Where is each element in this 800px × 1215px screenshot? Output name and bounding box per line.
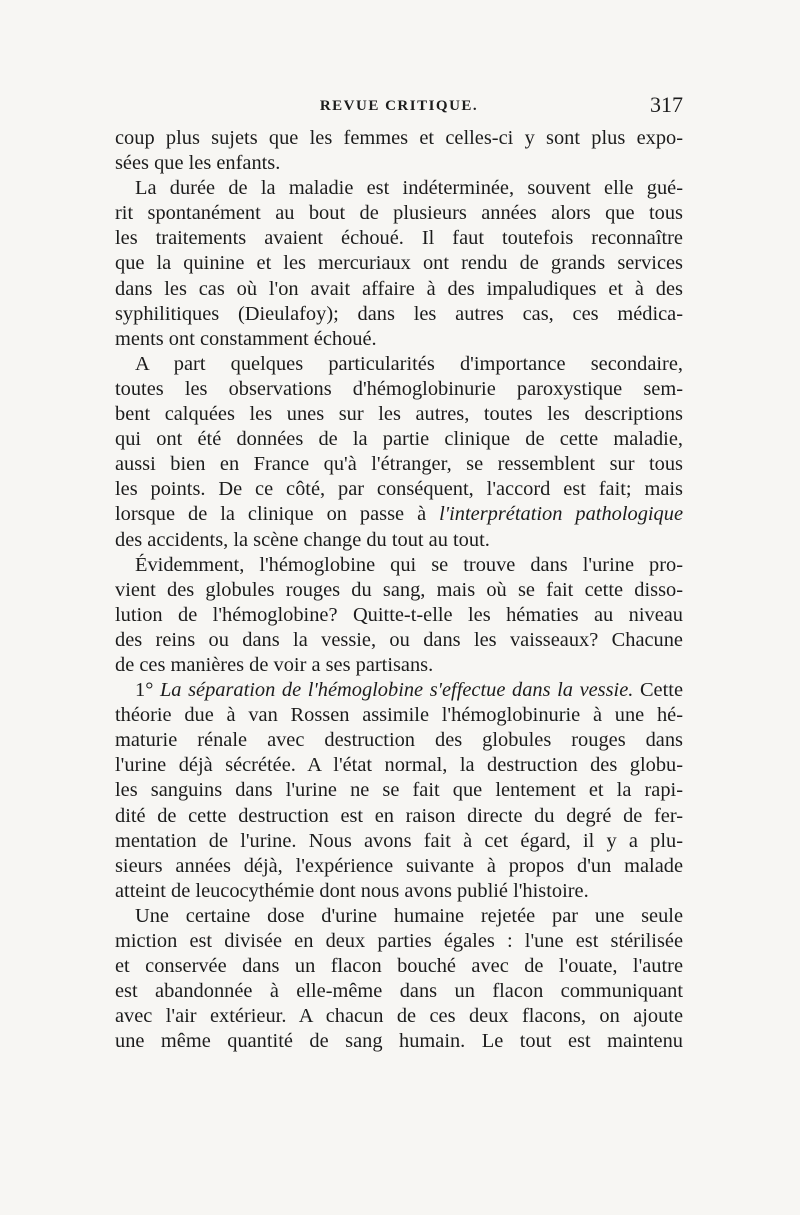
text-line [115, 427, 683, 452]
text-run: dans les cas où l'on avait affaire à des impaludiques et à des [115, 277, 683, 300]
text-run: et conservée dans un flacon bouché avec de l'ouate, l'autre [115, 955, 683, 978]
italic-text: l'interprétation pathologique [439, 503, 683, 526]
text-line [115, 1004, 683, 1029]
text-line [115, 251, 683, 276]
text-run: vient des globules rouges du sang, mais où se fait cette disso- [115, 578, 683, 601]
text-run: les points. De ce côté, par conséquent, l'accord est fait; mais [115, 478, 683, 501]
text-run: Évidemment, l'hémoglobine qui se trouve dans l'urine pro- [135, 553, 683, 576]
text-run: syphilitiques (Dieulafoy); dans les autres cas, ces médica- [115, 302, 683, 325]
text-line [115, 277, 683, 302]
text-run: Une certaine dose d'urine humaine rejetée par une seule [135, 904, 683, 927]
text-line [115, 176, 683, 201]
text-run: est abandonnée à elle-même dans un flacon communiquant [115, 980, 683, 1003]
text-line [115, 778, 683, 803]
text-run: coup plus sujets que les femmes et celles-ci y sont plus expo- [115, 127, 683, 149]
text-run: aussi bien en France qu'à l'étranger, se ressemblent sur tous [115, 453, 683, 476]
text-line [115, 628, 683, 653]
text-run: bent calquées les unes sur les autres, toutes les descriptions [115, 403, 683, 426]
text-run: des accidents, la scène change du tout au tout. [115, 528, 490, 551]
page-header [115, 92, 683, 122]
text-run: sieurs années déjà, l'expérience suivante à propos d'un malade [115, 854, 683, 877]
text-line [115, 1029, 683, 1054]
text-run: A part quelques particularités d'importance secondaire, [135, 352, 683, 375]
text-line [115, 929, 683, 954]
text-line [115, 201, 683, 226]
text-run: les traitements avaient échoué. Il faut toutefois reconnaître [115, 227, 683, 250]
text-run: atteint de leucocythémie dont nous avons publié l'histoire. [115, 879, 589, 902]
text-line [115, 502, 683, 527]
text-line [115, 151, 683, 176]
text-run: une même quantité de sang humain. Le tout est maintenu [115, 1030, 683, 1053]
text-run: La durée de la maladie est indéterminée, souvent elle gué- [135, 177, 683, 200]
text-line [115, 477, 683, 502]
page-number: 317 [650, 92, 683, 117]
text-run: Cette [633, 679, 683, 702]
text-line [115, 528, 683, 553]
text-run: lution de l'hémoglobine? Quitte-t-elle les hématies au niveau [115, 603, 683, 626]
text-line [115, 854, 683, 879]
text-line [115, 653, 683, 678]
text-run: des reins ou dans la vessie, ou dans les vaisseaux? Chacune [115, 628, 683, 651]
text-line [115, 327, 683, 352]
text-line [115, 126, 683, 151]
text-line [115, 377, 683, 402]
text-line [115, 753, 683, 778]
text-run: sées que les enfants. [115, 152, 281, 175]
text-line [115, 226, 683, 251]
text-run: avec l'air extérieur. A chacun de ces deux flacons, on ajoute [115, 1005, 683, 1028]
text-line [115, 829, 683, 854]
text-line [115, 452, 683, 477]
text-line [115, 804, 683, 829]
text-line [115, 703, 683, 728]
text-line [115, 678, 683, 703]
body-text [115, 126, 683, 1054]
text-run: que la quinine et les mercuriaux ont rendu de grands services [115, 252, 683, 275]
text-line [115, 979, 683, 1004]
text-line [115, 603, 683, 628]
text-run: maturie rénale avec destruction des globules rouges dans [115, 729, 683, 752]
text-line [115, 578, 683, 603]
text-run: 1° [135, 679, 160, 702]
text-run: toutes les observations d'hémoglobinurie paroxystique sem- [115, 377, 683, 400]
text-run: rit spontanément au bout de plusieurs années alors que tous [115, 202, 683, 225]
text-run: ments ont constamment échoué. [115, 327, 377, 350]
text-line [115, 879, 683, 904]
text-run: lorsque de la clinique on passe à [115, 503, 440, 526]
text-run: miction est divisée en deux parties égales : l'une est stérilisée [115, 930, 683, 952]
text-line [115, 402, 683, 427]
text-line [115, 954, 683, 979]
text-run: de ces manières de voir a ses partisans. [115, 653, 434, 676]
running-title: REVUE CRITIQUE. [319, 98, 479, 114]
italic-text: La séparation de l'hémoglobine s'effectue dans la vessie. [159, 679, 634, 702]
text-run: l'urine déjà sécrétée. A l'état normal, la destruction des globu- [115, 754, 683, 777]
text-line [115, 352, 683, 377]
text-line [115, 904, 683, 929]
text-run: mentation de l'urine. Nous avons fait à cet égard, il y a plu- [115, 829, 683, 852]
text-run: les sanguins dans l'urine ne se fait que lentement et la rapi- [115, 779, 683, 802]
text-line [115, 728, 683, 753]
text-line [115, 302, 683, 327]
text-run: dité de cette destruction est en raison directe du degré de fer- [115, 804, 683, 827]
text-run: théorie due à van Rossen assimile l'hémoglobinurie à une hé- [115, 704, 683, 727]
text-run: qui ont été données de la partie clinique de cette maladie, [115, 428, 683, 451]
text-line [115, 553, 683, 578]
